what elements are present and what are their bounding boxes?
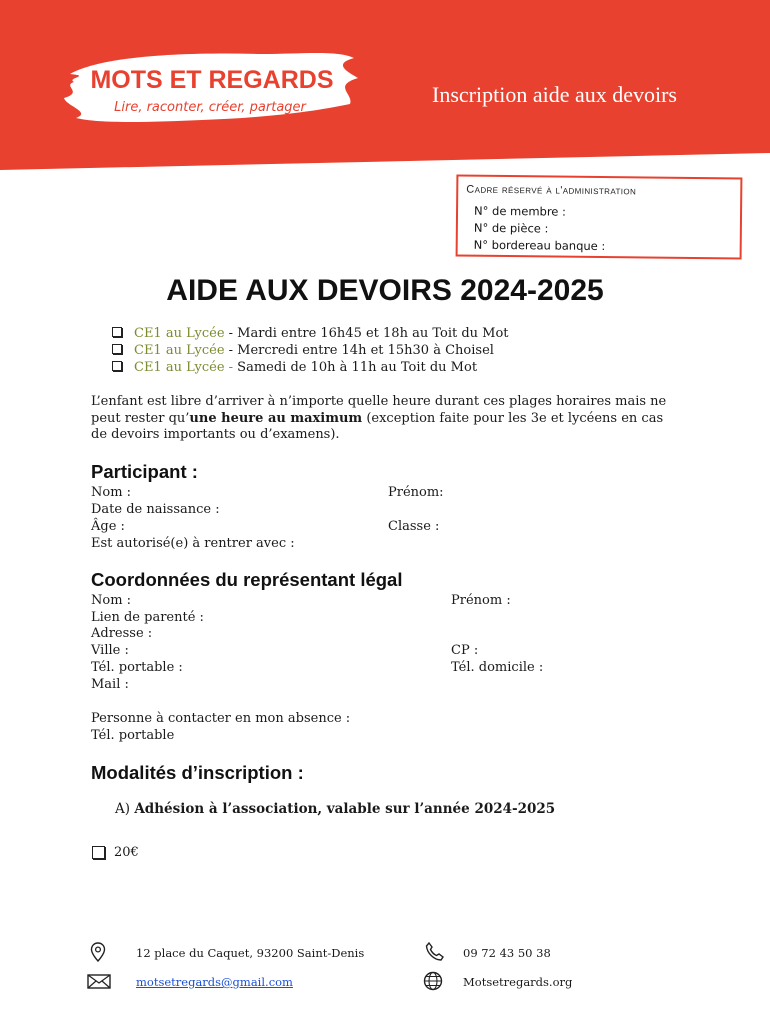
absence-contact-label: Personne à contacter en mon absence :: [91, 711, 351, 726]
rep-mail-label: Mail :: [91, 677, 129, 692]
logo-title: MOTS ET REGARDS: [90, 66, 334, 94]
schedule-text: Samedi de 10h à 11h au Toit du Mot: [233, 360, 478, 375]
membership-price: 20€: [114, 845, 139, 860]
absence-contact-phone-label: Tél. portable: [91, 728, 175, 743]
modalities-item: [115, 801, 555, 817]
participant-age-label: Âge :: [91, 519, 125, 534]
globe-icon: [423, 971, 443, 991]
schedule-item: [112, 343, 509, 360]
rep-home-phone-label: Tél. domicile :: [451, 660, 544, 675]
membership-checkbox[interactable]: [92, 846, 105, 859]
admin-reserved-box: [456, 175, 743, 260]
rep-address-label: Adresse :: [91, 626, 153, 641]
schedule-text: - Mardi entre 16h45 et 18h au Toit du Mot: [224, 326, 509, 341]
participant-authorized-label: Est autorisé(e) à rentrer avec :: [91, 536, 295, 551]
schedule-list: [112, 326, 509, 377]
participant-prenom-label: Prénom:: [388, 485, 444, 500]
modalities-item-text: Adhésion à l’association, valable sur l’année 2024-2025: [134, 801, 556, 817]
schedule-item: [112, 360, 509, 377]
location-pin-icon: [90, 942, 106, 962]
schedule-text: - Mercredi entre 14h et 15h30 à Choisel: [224, 343, 494, 358]
envelope-icon: [87, 974, 111, 989]
rep-city-label: Ville :: [91, 643, 129, 658]
participant-class-label: Classe :: [388, 519, 440, 534]
rules-text-end: (exception faite pour les 3e et lycéens en cas de devoirs importants ou d’examens).: [91, 410, 664, 442]
admin-piece-number: N° de pièce :: [473, 220, 549, 236]
modalities-item-letter: A): [115, 801, 131, 817]
participant-nom-label: Nom :: [91, 485, 132, 500]
checkbox-icon: [112, 327, 122, 337]
rep-prenom-label: Prénom :: [451, 593, 511, 608]
schedule-level: CE1 au Lycée -: [134, 360, 234, 375]
schedule-item: [112, 326, 509, 343]
rep-postcode-label: CP :: [451, 643, 479, 658]
modalities-heading: Modalités d’inscription :: [91, 762, 304, 783]
footer-website: Motsetregards.org: [463, 975, 573, 989]
logo: [62, 48, 362, 126]
rules-paragraph: [91, 394, 671, 444]
participant-birthdate-label: Date de naissance :: [91, 502, 220, 517]
footer-email-link[interactable]: motsetregards@gmail.com: [136, 975, 293, 989]
rules-text-bold: une heure au maximum: [189, 410, 363, 426]
rules-text-start: L’enfant est libre d’arriver à n’importe quelle heure durant ces plages horaires mais ne peut rester qu’: [91, 394, 667, 426]
checkbox-icon: [112, 361, 122, 371]
representative-heading: Coordonnées du représentant légal: [91, 569, 403, 590]
footer-address: 12 place du Caquet, 93200 Saint-Denis: [136, 946, 365, 960]
page-title: AIDE AUX DEVOIRS 2024-2025: [166, 274, 604, 307]
schedule-level: CE1 au Lycée: [134, 326, 225, 341]
rep-relationship-label: Lien de parenté :: [91, 610, 204, 625]
phone-icon: [424, 940, 446, 962]
admin-bank-slip: N° bordereau banque :: [473, 237, 606, 254]
footer-phone: 09 72 43 50 38: [463, 946, 551, 960]
rep-nom-label: Nom :: [91, 593, 132, 608]
admin-box-title: Cadre réservé à l'administration: [466, 183, 637, 198]
rep-mobile-label: Tél. portable :: [91, 660, 183, 675]
participant-heading: Participant :: [91, 461, 198, 482]
admin-member-number: N° de membre :: [473, 203, 567, 219]
checkbox-icon: [112, 344, 122, 354]
page-header-title: Inscription aide aux devoirs: [432, 82, 677, 107]
schedule-level: CE1 au Lycée: [134, 343, 225, 358]
logo-tagline: Lire, raconter, créer, partager: [114, 100, 306, 115]
